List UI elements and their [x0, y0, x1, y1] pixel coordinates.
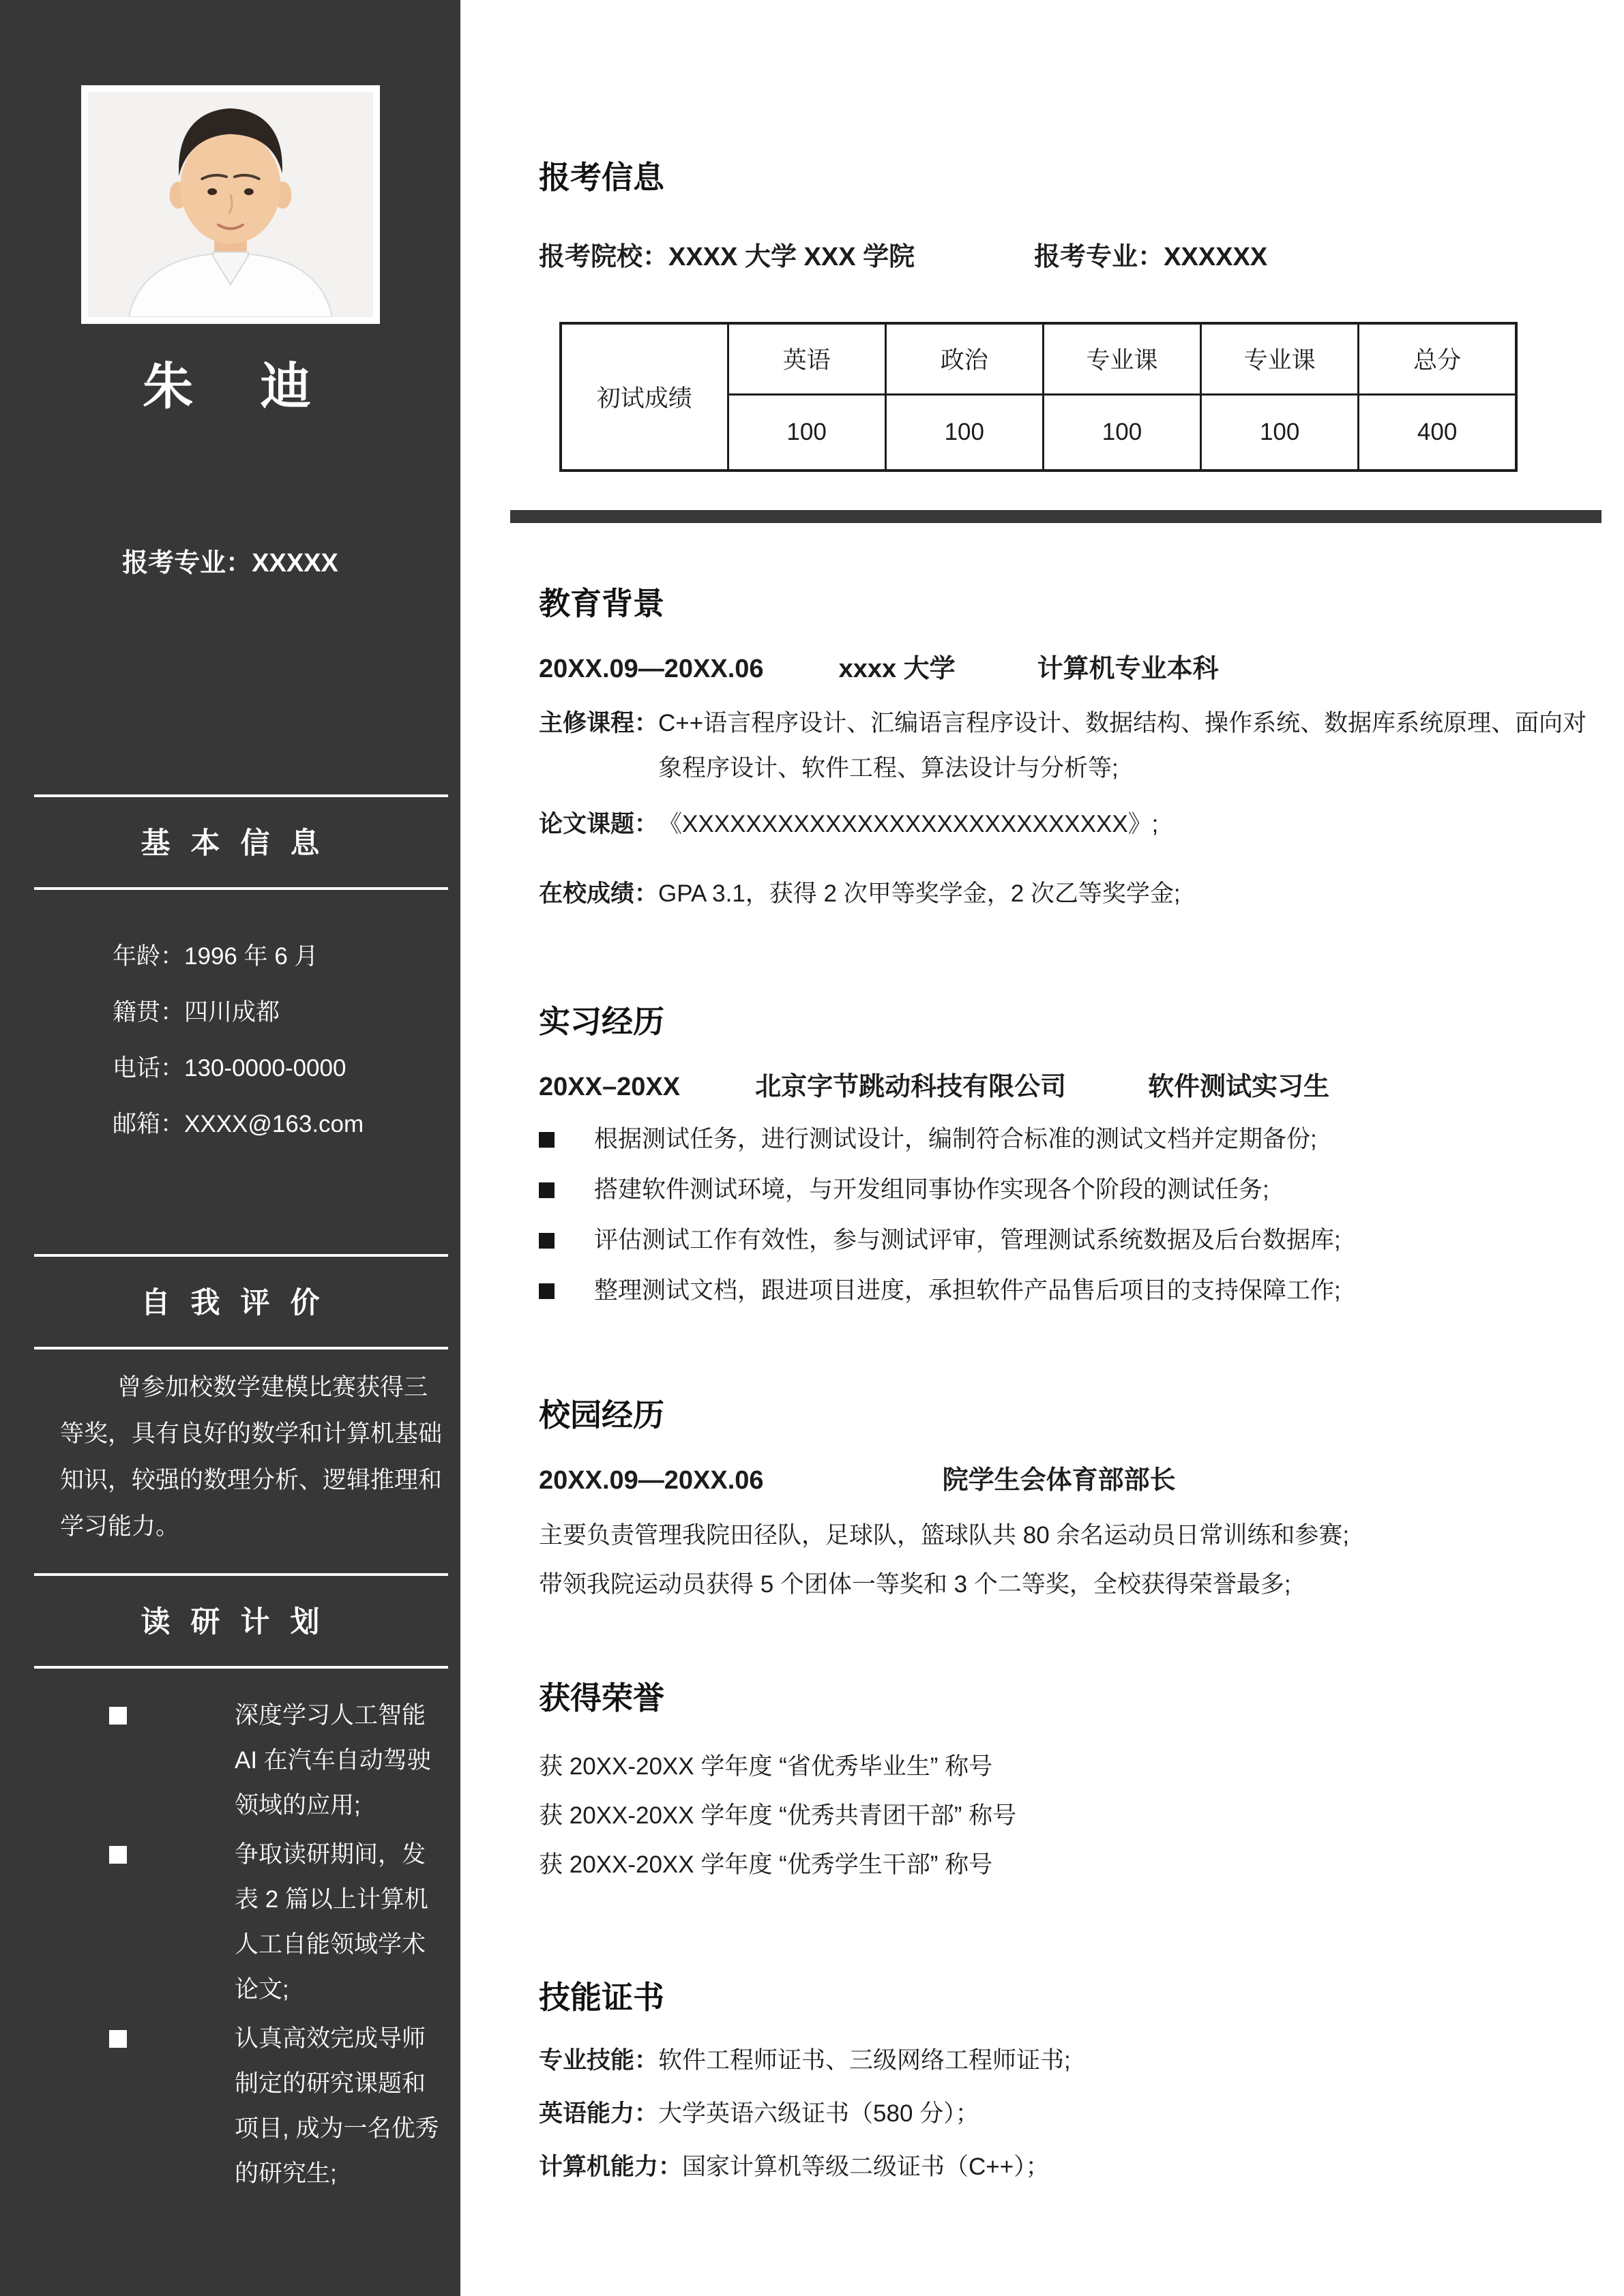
skill-text: 软件工程师证书、三级网络工程师证书; [658, 2047, 1071, 2074]
internship-company: 北京字节跳动科技有限公司 [755, 1073, 1067, 1102]
divider [34, 1347, 448, 1350]
study-plan-list [0, 1693, 460, 2196]
gpa-label: 在校成绩： [539, 880, 659, 908]
internship-heading-row [539, 1071, 1601, 1103]
divider [34, 1666, 448, 1669]
section-title-basic-info: 基本信息 [141, 827, 340, 860]
campus-line: 带领我院运动员获得 5 个团体一等奖和 3 个二等奖，全校获得荣誉最多; [539, 1571, 1291, 1598]
info-value: 四川成都 [184, 999, 280, 1026]
candidate-name: 朱 迪 [143, 358, 318, 415]
internship-bullet-text: 根据测试任务，进行测试设计，编制符合标准的测试文档并定期备份; [594, 1126, 1317, 1153]
list-item [109, 2016, 448, 2196]
info-label: 电话： [113, 1055, 185, 1082]
column-header: 专业课 [1201, 323, 1359, 394]
skill-item [539, 2152, 1601, 2182]
honor-line: 获 20XX-20XX 学年度 “优秀学生干部” 称号 [539, 1851, 993, 1879]
column-header: 总分 [1359, 323, 1516, 394]
list-item [109, 1832, 448, 2012]
internship-bullet-list [539, 1123, 1601, 1307]
portrait-photo [88, 92, 373, 317]
score-cell: 100 [728, 394, 885, 471]
thesis-text: 《XXXXXXXXXXXXXXXXXXXXXXXXXXXX》; [658, 811, 1159, 838]
square-bullet-icon [109, 2030, 127, 2048]
list-item [539, 1274, 1601, 1307]
photo-frame [81, 85, 380, 324]
section-title-study-plan: 读研计划 [141, 1606, 340, 1639]
score-cell: 100 [885, 394, 1043, 471]
skill-item [539, 2099, 1601, 2129]
square-bullet-icon [539, 1182, 555, 1198]
list-item [539, 1174, 1601, 1206]
study-plan-text: 深度学习人工智能 AI 在汽车自动驾驶领域的应用; [235, 1702, 431, 1819]
score-cell: 100 [1043, 394, 1200, 471]
courses-label: 主修课程： [539, 710, 659, 737]
column-header: 英语 [728, 323, 885, 394]
info-item-age [113, 942, 447, 972]
target-major [1034, 235, 1267, 273]
education-heading-row [539, 653, 1601, 685]
square-bullet-icon [539, 1132, 555, 1148]
skill-item [539, 2046, 1601, 2076]
divider [34, 794, 448, 797]
divider [34, 1254, 448, 1257]
section-title-internship: 实习经历 [539, 1004, 664, 1040]
internship-bullet-text: 评估测试工作有效性，参与测试评审，管理测试系统数据及后台数据库; [594, 1227, 1341, 1254]
education-degree: 计算机专业本科 [1037, 655, 1219, 684]
honor-line: 获 20XX-20XX 学年度 “优秀共青团干部” 称号 [539, 1802, 1017, 1830]
section-separator-bar [510, 510, 1601, 523]
campus-role: 院学生会体育部部长 [942, 1466, 1176, 1495]
info-value: 130-0000-0000 [184, 1055, 346, 1082]
list-item [539, 1123, 1601, 1156]
sidebar [0, 0, 460, 2296]
skill-label: 英语能力： [539, 2100, 659, 2128]
basic-info-list [0, 942, 460, 1139]
education-period: 20XX.09—20XX.06 [539, 655, 764, 684]
square-bullet-icon [109, 1846, 127, 1864]
section-title-self-evaluation: 自我评价 [141, 1287, 340, 1320]
info-label: 籍贯： [113, 999, 185, 1026]
application-school-row [539, 235, 1601, 273]
square-bullet-icon [539, 1283, 555, 1299]
info-item-phone [113, 1054, 447, 1084]
campus-heading-row [539, 1465, 1601, 1496]
square-bullet-icon [109, 1707, 127, 1725]
study-plan-text: 争取读研期间，发表 2 篇以上计算机人工自能领域学术论文; [235, 1841, 428, 2003]
target-school [539, 235, 915, 273]
honor-line: 获 20XX-20XX 学年度 “省优秀毕业生” 称号 [539, 1753, 993, 1780]
sidebar-major-line: 报考专业：XXXXX [122, 549, 338, 578]
list-item [539, 1224, 1601, 1257]
internship-period: 20XX–20XX [539, 1073, 681, 1102]
courses-text: C++语言程序设计、汇编语言程序设计、数据结构、操作系统、数据库系统原理、面向对象程序设计、软件工程、算法设计与分析等; [658, 710, 1587, 782]
score-cell: 100 [1201, 394, 1359, 471]
target-major-label: 报考专业： [1034, 243, 1164, 272]
target-major-value: XXXXXX [1164, 243, 1268, 272]
main-content [460, 0, 1624, 2296]
info-value: 1996 年 6 月 [184, 943, 319, 970]
campus-line: 主要负责管理我院田径队，足球队，篮球队共 80 余名运动员日常训练和参赛; [539, 1522, 1350, 1549]
column-header: 政治 [885, 323, 1043, 394]
table-row [561, 323, 1516, 394]
divider [34, 1573, 448, 1576]
study-plan-text: 认真高效完成导师制定的研究课题和项目, 成为一名优秀的研究生; [235, 2025, 439, 2187]
column-header: 专业课 [1043, 323, 1200, 394]
info-value: XXXX@163.com [184, 1111, 364, 1137]
education-school: xxxx 大学 [838, 655, 956, 684]
section-title-honors: 获得荣誉 [539, 1680, 664, 1716]
divider [34, 887, 448, 890]
section-title-education: 教育背景 [539, 586, 664, 622]
info-item-email [113, 1109, 447, 1139]
info-label: 邮箱： [113, 1111, 185, 1137]
skill-label: 专业技能： [539, 2047, 659, 2074]
skill-text: 国家计算机等级二级证书（C++）； [682, 2153, 1050, 2181]
score-cell: 400 [1359, 394, 1516, 471]
target-school-value: XXXX 大学 XXX 学院 [668, 243, 915, 272]
internship-bullet-text: 搭建软件测试环境，与开发组同事协作实现各个阶段的测试任务; [594, 1176, 1269, 1204]
list-item [109, 1693, 448, 1828]
self-evaluation-text: 曾参加校数学建模比赛获得三等奖，具有良好的数学和计算机基础知识，较强的数理分析、逻辑推理和学习能力。 [60, 1374, 443, 1540]
courses-row [539, 701, 1601, 791]
campus-period: 20XX.09—20XX.06 [539, 1466, 764, 1495]
campus-description [539, 1511, 1601, 1609]
gpa-row [539, 871, 1601, 916]
skills-list [539, 2046, 1601, 2182]
info-label: 年龄： [113, 943, 185, 970]
score-row-label: 初试成绩 [561, 323, 728, 471]
thesis-label: 论文课题： [539, 811, 659, 838]
gpa-text: GPA 3.1，获得 2 次甲等奖学金，2 次乙等奖学金; [658, 880, 1181, 908]
thesis-row [539, 802, 1601, 847]
info-item-hometown [113, 998, 447, 1028]
section-title-skills: 技能证书 [539, 1980, 664, 2016]
skill-text: 大学英语六级证书（580 分）； [658, 2100, 979, 2128]
target-school-label: 报考院校： [539, 243, 669, 272]
section-title-application: 报考信息 [539, 160, 664, 196]
internship-role: 软件测试实习生 [1148, 1073, 1330, 1102]
honors-list [539, 1742, 1601, 1890]
square-bullet-icon [539, 1233, 555, 1249]
skill-label: 计算机能力： [539, 2153, 683, 2181]
internship-bullet-text: 整理测试文档，跟进项目进度，承担软件产品售后项目的支持保障工作; [594, 1277, 1341, 1304]
section-title-campus: 校园经历 [539, 1397, 664, 1433]
score-table [559, 322, 1518, 472]
